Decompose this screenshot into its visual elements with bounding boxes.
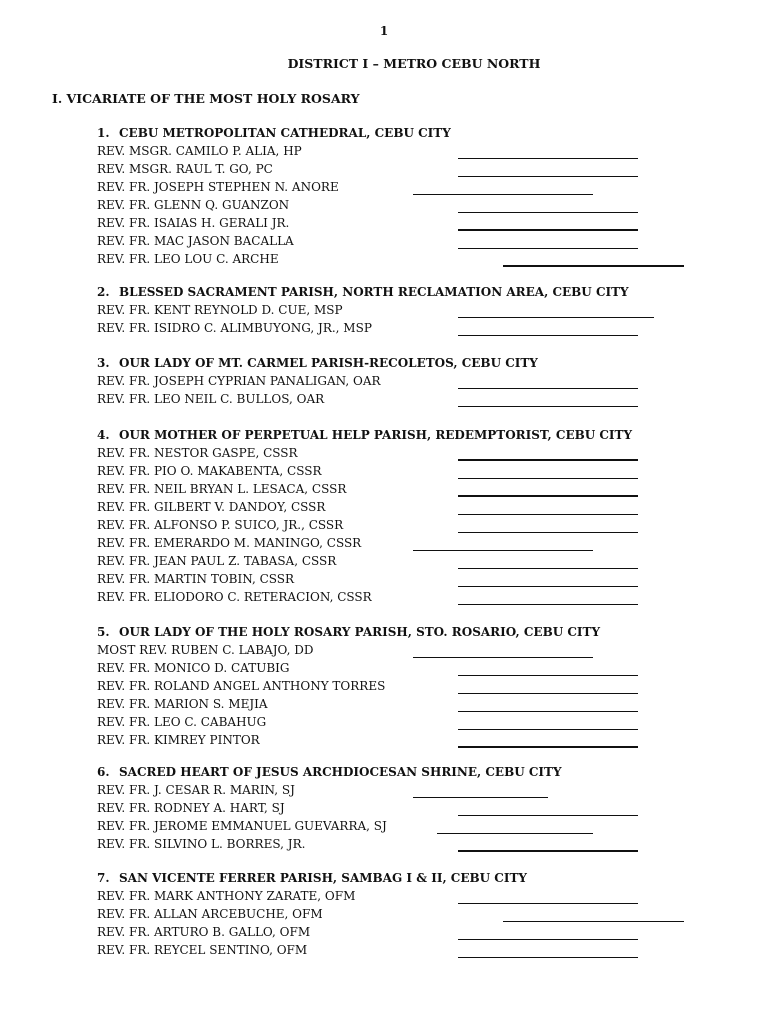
priest-name: REV. FR. MARK ANTHONY ZARATE, OFM bbox=[97, 889, 356, 903]
priest-entry bbox=[97, 570, 737, 588]
priest-entry bbox=[97, 160, 737, 178]
priest-name: REV. FR. ELIODORO C. RETERACION, CSSR bbox=[97, 590, 372, 604]
page-number: 1 bbox=[379, 24, 389, 38]
priest-entry bbox=[97, 887, 737, 905]
priest-entry bbox=[97, 390, 737, 408]
priest-entry bbox=[97, 372, 737, 390]
parish-section bbox=[97, 354, 737, 408]
priest-name: REV. FR. NESTOR GASPE, CSSR bbox=[97, 446, 298, 460]
priest-name: REV. FR. ISAIAS H. GERALI JR. bbox=[97, 216, 290, 230]
priest-name: REV. FR. GLENN Q. GUANZON bbox=[97, 198, 290, 212]
priest-name: REV. FR. ARTURO B. GALLO, OFM bbox=[97, 925, 311, 939]
priest-entry bbox=[97, 534, 737, 552]
priest-name: REV. FR. ISIDRO C. ALIMBUYONG, JR., MSP bbox=[97, 321, 372, 335]
priest-entry bbox=[97, 498, 737, 516]
priest-entry bbox=[97, 713, 737, 731]
parish-section bbox=[97, 763, 737, 853]
parish-number: 4. bbox=[97, 428, 110, 442]
parish-name: SACRED HEART OF JESUS ARCHDIOCESAN SHRINE, CEBU CITY bbox=[119, 765, 562, 779]
signature-line[interactable] bbox=[413, 797, 548, 798]
signature-line[interactable] bbox=[458, 693, 638, 694]
signature-line[interactable] bbox=[458, 212, 638, 213]
priest-name: REV. FR. ALFONSO P. SUICO, JR., CSSR bbox=[97, 518, 344, 532]
priest-name: REV. FR. RODNEY A. HART, SJ bbox=[97, 801, 285, 815]
priest-name: REV. FR. MARTIN TOBIN, CSSR bbox=[97, 572, 295, 586]
parish-heading bbox=[97, 623, 737, 641]
priest-name: REV. FR. JOSEPH STEPHEN N. ANORE bbox=[97, 180, 339, 194]
parish-number: 2. bbox=[97, 285, 110, 299]
signature-line[interactable] bbox=[458, 957, 638, 958]
signature-line[interactable] bbox=[458, 459, 638, 461]
priest-entry bbox=[97, 905, 737, 923]
priest-name: REV. FR. LEO LOU C. ARCHE bbox=[97, 252, 279, 266]
priest-entry bbox=[97, 588, 737, 606]
signature-line[interactable] bbox=[458, 176, 638, 177]
priest-entry bbox=[97, 516, 737, 534]
priest-name: REV. FR. KIMREY PINTOR bbox=[97, 733, 260, 747]
signature-line[interactable] bbox=[458, 532, 638, 533]
priest-entry bbox=[97, 444, 737, 462]
parish-number: 5. bbox=[97, 625, 110, 639]
signature-line[interactable] bbox=[458, 746, 638, 748]
signature-line[interactable] bbox=[458, 514, 638, 515]
signature-line[interactable] bbox=[413, 550, 593, 551]
priest-name: MOST REV. RUBEN C. LABAJO, DD bbox=[97, 643, 314, 657]
parish-name: OUR LADY OF MT. CARMEL PARISH-RECOLETOS, CEBU CITY bbox=[119, 356, 538, 370]
priest-name: REV. FR. KENT REYNOLD D. CUE, MSP bbox=[97, 303, 343, 317]
parish-name: OUR MOTHER OF PERPETUAL HELP PARISH, REDEMPTORIST, CEBU CITY bbox=[119, 428, 633, 442]
signature-line[interactable] bbox=[458, 586, 638, 587]
priest-name: REV. FR. LEO NEIL C. BULLOS, OAR bbox=[97, 392, 325, 406]
priest-name: REV. MSGR. RAUL T. GO, PC bbox=[97, 162, 273, 176]
signature-line[interactable] bbox=[458, 939, 638, 940]
parish-heading bbox=[97, 426, 737, 444]
priest-name: REV. FR. NEIL BRYAN L. LESACA, CSSR bbox=[97, 482, 347, 496]
priest-entry bbox=[97, 731, 737, 749]
vicariate-title: I. VICARIATE OF THE MOST HOLY ROSARY bbox=[52, 91, 360, 106]
priest-entry bbox=[97, 178, 737, 196]
parish-name: BLESSED SACRAMENT PARISH, NORTH RECLAMATION AREA, CEBU CITY bbox=[119, 285, 629, 299]
signature-line[interactable] bbox=[458, 478, 638, 479]
signature-line[interactable] bbox=[437, 833, 593, 834]
signature-line[interactable] bbox=[458, 317, 654, 318]
parish-name: SAN VICENTE FERRER PARISH, SAMBAG I & II, CEBU CITY bbox=[119, 871, 527, 885]
priest-entry bbox=[97, 659, 737, 677]
signature-line[interactable] bbox=[458, 158, 638, 159]
parish-number: 6. bbox=[97, 765, 110, 779]
priest-entry bbox=[97, 480, 737, 498]
priest-name: REV. FR. J. CESAR R. MARIN, SJ bbox=[97, 783, 295, 797]
parish-section bbox=[97, 623, 737, 749]
parish-heading bbox=[97, 124, 737, 142]
priest-entry bbox=[97, 250, 737, 268]
priest-name: REV. MSGR. CAMILO P. ALIA, HP bbox=[97, 144, 302, 158]
priest-name: REV. FR. ROLAND ANGEL ANTHONY TORRES bbox=[97, 679, 386, 693]
priest-name: REV. FR. MONICO D. CATUBIG bbox=[97, 661, 290, 675]
priest-name: REV. FR. REYCEL SENTINO, OFM bbox=[97, 943, 308, 957]
priest-entry bbox=[97, 835, 737, 853]
priest-entry bbox=[97, 319, 737, 337]
signature-line[interactable] bbox=[458, 335, 638, 336]
priest-entry bbox=[97, 552, 737, 570]
signature-line[interactable] bbox=[458, 248, 638, 249]
signature-line[interactable] bbox=[458, 903, 638, 904]
signature-line[interactable] bbox=[458, 729, 638, 730]
parish-name: OUR LADY OF THE HOLY ROSARY PARISH, STO. ROSARIO, CEBU CITY bbox=[119, 625, 601, 639]
parish-section bbox=[97, 283, 737, 337]
signature-line[interactable] bbox=[458, 495, 638, 497]
priest-entry bbox=[97, 142, 737, 160]
signature-line[interactable] bbox=[458, 675, 638, 676]
priest-name: REV. FR. PIO O. MAKABENTA, CSSR bbox=[97, 464, 322, 478]
priest-name: REV. FR. ALLAN ARCEBUCHE, OFM bbox=[97, 907, 323, 921]
parish-number: 1. bbox=[97, 126, 110, 140]
priest-entry bbox=[97, 799, 737, 817]
priest-entry bbox=[97, 781, 737, 799]
priest-name: REV. FR. GILBERT V. DANDOY, CSSR bbox=[97, 500, 326, 514]
district-title: DISTRICT I – METRO CEBU NORTH bbox=[287, 56, 541, 71]
parish-name: CEBU METROPOLITAN CATHEDRAL, CEBU CITY bbox=[119, 126, 451, 140]
priest-name: REV. FR. LEO C. CABAHUG bbox=[97, 715, 267, 729]
priest-name: REV. FR. JEROME EMMANUEL GUEVARRA, SJ bbox=[97, 819, 387, 833]
priest-entry bbox=[97, 695, 737, 713]
priest-name: REV. FR. JOSEPH CYPRIAN PANALIGAN, OAR bbox=[97, 374, 381, 388]
signature-line[interactable] bbox=[458, 711, 638, 712]
signature-line[interactable] bbox=[413, 657, 593, 658]
priest-entry bbox=[97, 941, 737, 959]
parish-number: 7. bbox=[97, 871, 110, 885]
priest-name: REV. FR. MAC JASON BACALLA bbox=[97, 234, 294, 248]
priest-entry bbox=[97, 232, 737, 250]
priest-name: REV. FR. MARION S. MEJIA bbox=[97, 697, 268, 711]
priest-name: REV. FR. SILVINO L. BORRES, JR. bbox=[97, 837, 306, 851]
parish-number: 3. bbox=[97, 356, 110, 370]
signature-line[interactable] bbox=[458, 604, 638, 605]
signature-line[interactable] bbox=[458, 850, 638, 852]
priest-entry bbox=[97, 462, 737, 480]
priest-entry bbox=[97, 301, 737, 319]
priest-name: REV. FR. JEAN PAUL Z. TABASA, CSSR bbox=[97, 554, 337, 568]
signature-line[interactable] bbox=[458, 406, 638, 407]
parish-section bbox=[97, 426, 737, 606]
parish-heading bbox=[97, 283, 737, 301]
signature-line[interactable] bbox=[458, 229, 638, 231]
signature-line[interactable] bbox=[503, 265, 684, 267]
signature-line[interactable] bbox=[413, 194, 593, 195]
signature-line[interactable] bbox=[503, 921, 684, 922]
signature-line[interactable] bbox=[458, 568, 638, 569]
priest-entry bbox=[97, 677, 737, 695]
parish-heading bbox=[97, 354, 737, 372]
signature-line[interactable] bbox=[458, 815, 638, 816]
priest-entry bbox=[97, 817, 737, 835]
parish-section bbox=[97, 124, 737, 268]
signature-line[interactable] bbox=[458, 388, 638, 389]
priest-entry bbox=[97, 214, 737, 232]
priest-entry bbox=[97, 923, 737, 941]
priest-entry bbox=[97, 196, 737, 214]
priest-name: REV. FR. EMERARDO M. MANINGO, CSSR bbox=[97, 536, 362, 550]
parish-heading bbox=[97, 763, 737, 781]
parish-section bbox=[97, 869, 737, 959]
priest-entry bbox=[97, 641, 737, 659]
parish-heading bbox=[97, 869, 737, 887]
